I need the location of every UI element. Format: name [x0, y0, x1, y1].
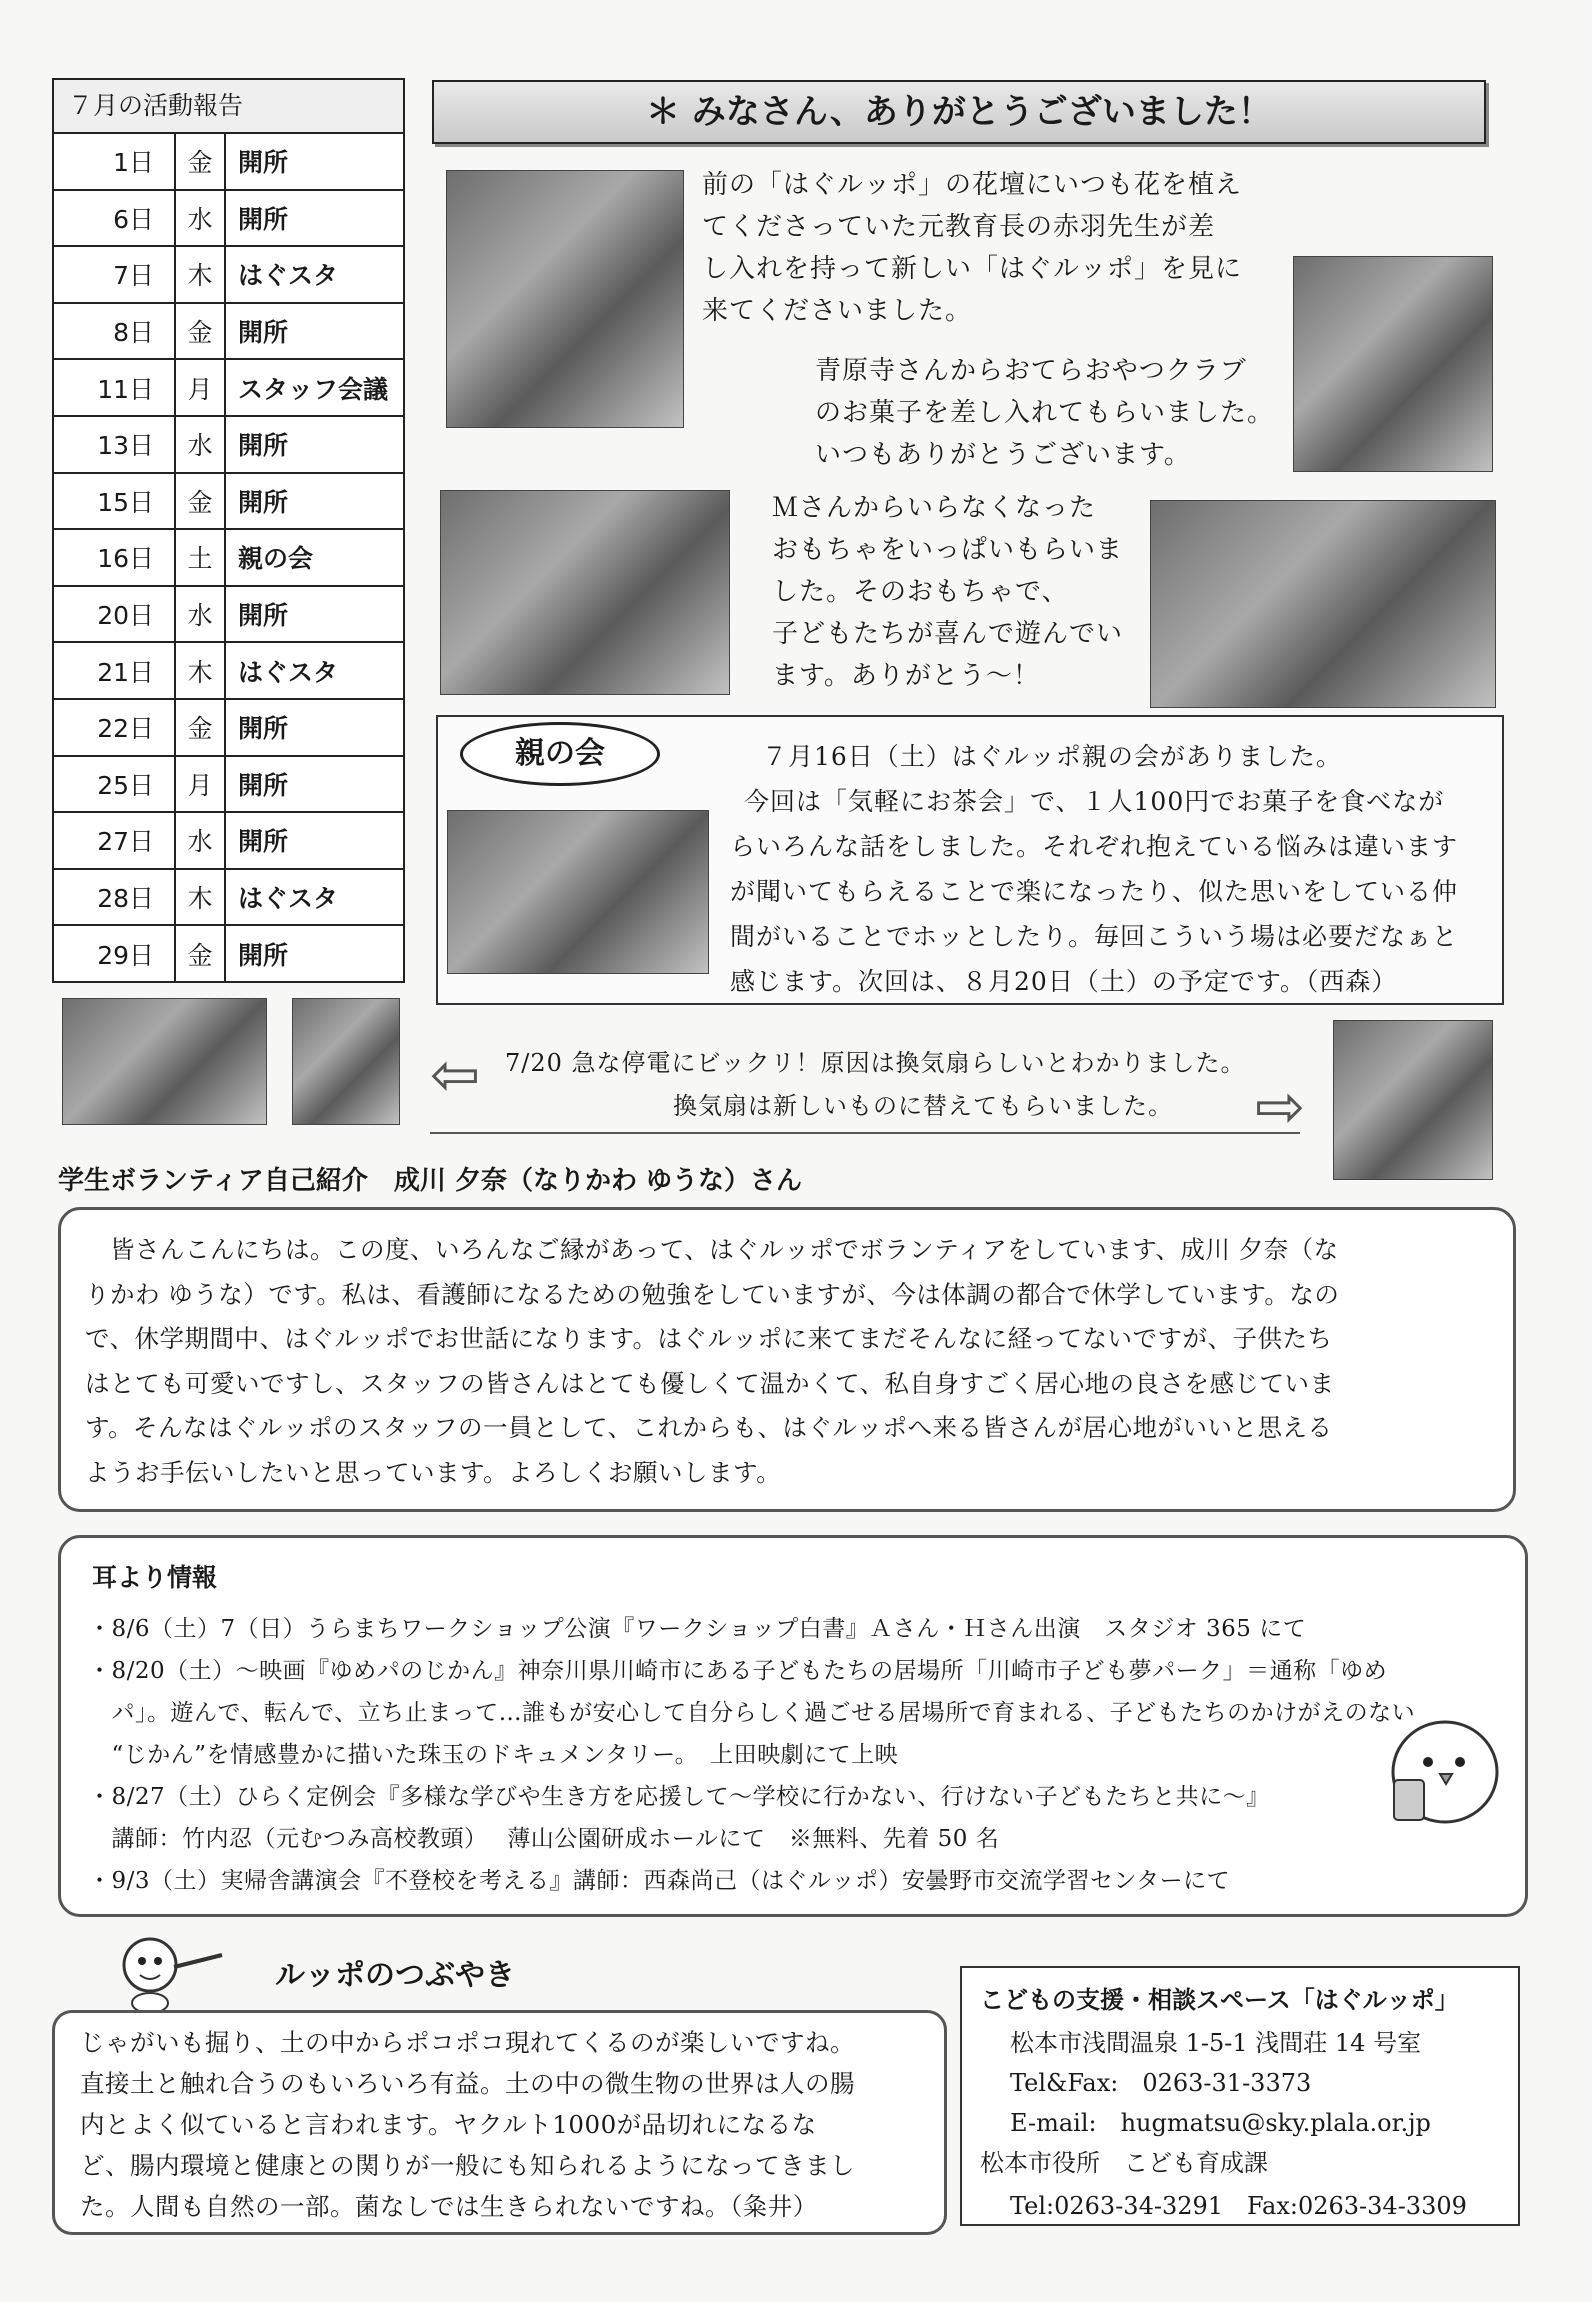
info-line: パ」。遊んで、転んで、立ち止まって…誰もが安心して自分らしく過ごせる居場所で育まれる、子どもたちのかけがえのない: [88, 1700, 1416, 1726]
chick-mascot-icon: [1380, 1700, 1510, 1830]
activity-event: はぐスタ: [225, 869, 403, 926]
activity-day: 28日: [54, 869, 175, 926]
activity-day: 25日: [54, 756, 175, 813]
activity-weekday: 月: [175, 756, 225, 813]
activity-row: [54, 642, 403, 699]
volunteer-title: 学生ボランティア自己紹介 成川 夕奈（なりかわ ゆうな）さん: [58, 1166, 803, 1196]
activity-report-title: ７月の活動報告: [54, 80, 403, 134]
monkey-mascot-icon: [100, 1925, 230, 2013]
activity-day: 15日: [54, 473, 175, 530]
photo-akabane-sensei: [446, 170, 684, 428]
activity-day: 7日: [54, 246, 175, 303]
contact-address: 松本市浅間温泉 1-5-1 浅間荘 14 号室: [1010, 2029, 1422, 2057]
activity-weekday: 金: [175, 925, 225, 981]
volunteer-text: 皆さんこんにちは。この度、いろんなご縁があって、はぐルッポでボランティアをしています、成川 夕奈（な りかわ ゆうな）です。私は、看護師になるための勉強をしていますが、今は体調の都合で休学しています。なの で、休学期間中、はぐルッポでお世話になります。はぐルッポに来てまだそんなに経ってないですが、子供たち はとても可愛いですし、スタッフの皆さんはとても優しくて温かくて、私自身すごく居心地の良さを感じていま す。そんなはぐルッポのスタッフの一員として、これからも、はぐルッポへ来る皆さんが居心地がいいと思える ようお手伝いしたいと思っています。よろしくお願いします。: [85, 1235, 1340, 1487]
oyanokai-text: ７月16日（土）はぐルッポ親の会がありました。 今回は「気軽にお茶会」で、１人100円でお菓子を食べなが らいろんな話をしました。それぞれ抱えている悩みは違います が聞いてもらえることで楽になったり、似た思いをしている仲 間がいることでホッとしたり。毎回こういう場は必要だなぁと 感じます。次回は、８月20日（土）の予定です。（西森）: [730, 742, 1459, 996]
activity-event: はぐスタ: [225, 642, 403, 699]
activity-weekday: 月: [175, 359, 225, 416]
thanks-paragraph-1: 前の「はぐルッポ」の花壇にいつも花を植え てくださっていた元教育長の赤羽先生が差 し入れを持って新しい「はぐルッポ」を見に 来てくださいました。: [702, 170, 1243, 326]
info-line: ・8/27（土）ひらく定例会『多様な学びや生き方を応援して～学校に行かない、行けない子どもたちと共に～』: [88, 1784, 1270, 1810]
activity-event: 開所: [238, 148, 289, 178]
contact-email[interactable]: E-mail: hugmatsu@sky.plala.or.jp: [1010, 2109, 1431, 2137]
activity-event: 親の会: [225, 529, 403, 586]
activity-weekday: 水: [175, 586, 225, 643]
activity-weekday: 木: [175, 642, 225, 699]
arrow-right-icon: ⇨: [1255, 1072, 1306, 1142]
activity-event: 開所: [225, 473, 403, 530]
photo-blackout-repair: [62, 998, 267, 1125]
activity-table: [54, 134, 403, 981]
oyanokai-label: 親の会: [460, 722, 660, 786]
activity-weekday: 水: [175, 190, 225, 247]
activity-row: [54, 416, 403, 473]
contact-tel: Tel&Fax: 0263-31-3373: [1010, 2069, 1312, 2097]
activity-event: 開所: [225, 190, 403, 247]
activity-row: [54, 134, 403, 190]
activity-day: 20日: [54, 586, 175, 643]
activity-weekday: 金: [175, 303, 225, 360]
activity-row: [54, 586, 403, 643]
activity-day: 27日: [54, 812, 175, 869]
activity-event: 開所: [225, 756, 403, 813]
thanks-heading: ＊ みなさん、ありがとうございました！: [432, 80, 1486, 144]
activity-row: [54, 190, 403, 247]
contact-office-tel: Tel:0263-34-3291 Fax:0263-34-3309: [1010, 2192, 1467, 2220]
activity-row: [54, 756, 403, 813]
activity-event: 開所: [225, 586, 403, 643]
activity-event: スタッフ会議: [225, 359, 403, 416]
activity-report-table: [52, 78, 405, 983]
blackout-note: 7/20 急な停電にビックリ！原因は換気扇らしいとわかりました。 換気扇は新しいものに替えてもらいました。: [505, 1049, 1246, 1120]
tsubuyaki-title: ルッポのつぶやき: [275, 1958, 515, 1993]
info-line: ・8/6（土）7（日）うらまちワークショップ公演『ワークショップ白書』Ａさん・Ｈさん出演 スタジオ 365 にて: [88, 1616, 1307, 1642]
activity-weekday: 金: [175, 699, 225, 756]
activity-row: [54, 303, 403, 360]
arrow-left-icon: ⇦: [430, 1040, 481, 1110]
activity-row: [54, 699, 403, 756]
photo-ventilation-fan: [292, 998, 400, 1125]
thanks-paragraph-3: Ｍさんからいらなくなった おもちゃをいっぱいもらいま した。そのおもちゃで、 子どもたちが喜んで遊んでい ます。ありがとう～！: [772, 493, 1124, 691]
activity-event: はぐスタ: [225, 246, 403, 303]
activity-weekday: 木: [175, 869, 225, 926]
activity-event: 開所: [225, 925, 403, 981]
activity-weekday: 土: [175, 529, 225, 586]
activity-event: 開所: [225, 416, 403, 473]
activity-row: [54, 869, 403, 926]
activity-row: [54, 246, 403, 303]
photo-oyanokai: [447, 810, 709, 974]
activity-row: [54, 529, 403, 586]
thanks-paragraph-2: 青原寺さんからおてらおやつクラブ のお菓子を差し入れてもらいました。 いつもありがとうございます。: [815, 356, 1275, 470]
photo-electrician: [1333, 1020, 1493, 1180]
contact-office: 松本市役所 こども育成課: [980, 2149, 1268, 2177]
tsubuyaki-text: じゃがいも掘り、土の中からポコポコ現れてくるのが楽しいですね。 直接土と触れ合うのもいろいろ有益。土の中の微生物の世界は人の腸 内とよく似ていると言われます。ヤクルト1000が品切れになるな ど、腸内環境と健康との関りが一般にも知られるようになってきまし た。人間も自然の一部。菌なしでは生きられないですね。（粂井）: [80, 2028, 855, 2221]
photo-seigenji-gift: [1293, 256, 1493, 472]
activity-weekday: 木: [175, 246, 225, 303]
activity-day: 21日: [54, 642, 175, 699]
activity-day: 6日: [54, 190, 175, 247]
activity-event: 開所: [225, 303, 403, 360]
activity-day: 29日: [54, 925, 175, 981]
activity-event: 開所: [225, 699, 403, 756]
activity-day: 1日: [54, 134, 175, 190]
activity-day: 8日: [54, 303, 175, 360]
activity-row: [54, 473, 403, 530]
blackout-divider: [430, 1132, 1300, 1134]
activity-weekday: 金: [175, 473, 225, 530]
activity-row: [54, 359, 403, 416]
activity-day: 13日: [54, 416, 175, 473]
activity-event: 開所: [225, 812, 403, 869]
photo-toys-box: [440, 490, 730, 695]
info-title: 耳より情報: [92, 1563, 218, 1592]
activity-weekday: 水: [175, 416, 225, 473]
activity-day: 16日: [54, 529, 175, 586]
info-line: ・9/3（土）実帰舎講演会『不登校を考える』講師：西森尚己（はぐルッポ）安曇野市交流学習センターにて: [88, 1868, 1231, 1894]
activity-weekday: 水: [175, 812, 225, 869]
activity-weekday: 金: [175, 134, 225, 190]
info-line: “じかん”を情感豊かに描いた珠玉のドキュメンタリー。 上田映劇にて上映: [88, 1742, 899, 1768]
info-line: ・8/20（土）～映画『ゆめパのじかん』神奈川県川崎市にある子どもたちの居場所「川崎市子ども夢パーク」＝通称「ゆめ: [88, 1658, 1388, 1684]
activity-day: 22日: [54, 699, 175, 756]
contact-name: こどもの支援・相談スペース「はぐルッポ」: [980, 1986, 1459, 2014]
info-line: 講師：竹内忍（元むつみ高校教頭） 薄山公園研成ホールにて ※無料、先着 50 名: [88, 1826, 1000, 1852]
activity-row: [54, 812, 403, 869]
activity-day: 11日: [54, 359, 175, 416]
activity-row: [54, 925, 403, 981]
photo-toys-display: [1150, 500, 1496, 708]
